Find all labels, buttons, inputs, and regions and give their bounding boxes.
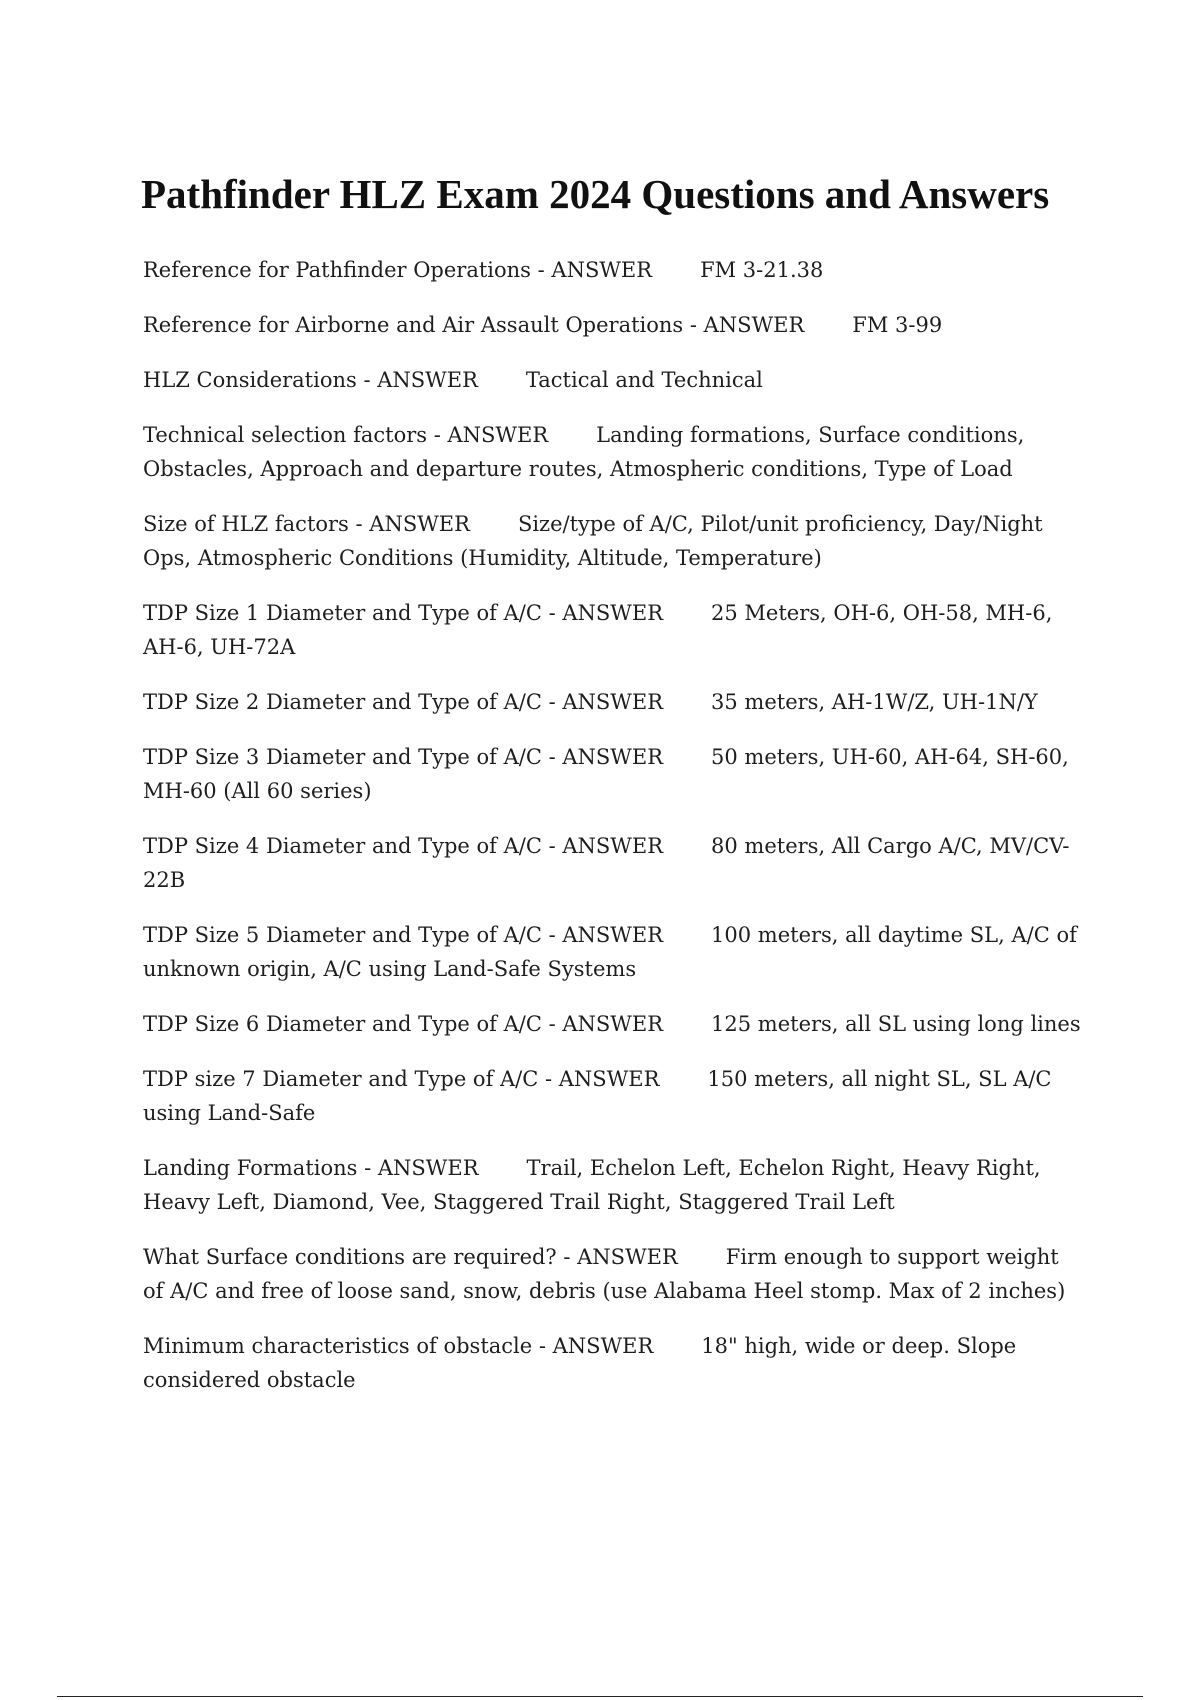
question-text: What Surface conditions are required? - ANSWER <box>143 1245 678 1269</box>
footer-divider <box>57 1696 1143 1697</box>
document-title: Pathfinder HLZ Exam 2024 Questions and Answers <box>141 171 1050 217</box>
qa-list <box>143 253 1083 1418</box>
question-text: TDP size 7 Diameter and Type of A/C - ANSWER <box>143 1067 660 1091</box>
qa-item <box>143 1151 1083 1219</box>
answer-text: Trail, Echelon Left, Echelon Right, Heavy Right, Heavy Left, Diamond, Vee, Staggered Trail Right, Staggered Trail Left <box>143 1156 1041 1214</box>
answer-text: Landing formations, Surface conditions, Obstacles, Approach and departure routes, Atmospheric conditions, Type of Load <box>143 423 1025 481</box>
answer-text: FM 3-99 <box>852 313 943 337</box>
question-text: Reference for Pathfinder Operations - ANSWER <box>143 258 653 282</box>
qa-item <box>143 829 1083 897</box>
question-text: TDP Size 1 Diameter and Type of A/C - ANSWER <box>143 601 664 625</box>
answer-text: Tactical and Technical <box>525 368 763 392</box>
question-text: TDP Size 2 Diameter and Type of A/C - ANSWER <box>143 690 664 714</box>
qa-item <box>143 1240 1083 1308</box>
qa-item <box>143 1329 1083 1397</box>
question-text: HLZ Considerations - ANSWER <box>143 368 478 392</box>
qa-item <box>143 596 1083 664</box>
question-text: TDP Size 4 Diameter and Type of A/C - ANSWER <box>143 834 664 858</box>
answer-text: 150 meters, all night SL, SL A/C using Land-Safe <box>143 1067 1052 1125</box>
question-text: Minimum characteristics of obstacle - ANSWER <box>143 1334 654 1358</box>
question-text: Reference for Airborne and Air Assault Operations - ANSWER <box>143 313 805 337</box>
question-text: TDP Size 5 Diameter and Type of A/C - ANSWER <box>143 923 664 947</box>
qa-item <box>143 918 1083 986</box>
qa-item <box>143 1062 1083 1130</box>
qa-item <box>143 253 1083 287</box>
answer-text: 100 meters, all daytime SL, A/C of unknown origin, A/C using Land-Safe Systems <box>143 923 1077 981</box>
answer-text: 35 meters, AH-1W/Z, UH-1N/Y <box>711 690 1038 714</box>
answer-text: 50 meters, UH-60, AH-64, SH-60, MH-60 (All 60 series) <box>143 745 1069 803</box>
qa-item <box>143 418 1083 486</box>
answer-text: 80 meters, All Cargo A/C, MV/CV-22B <box>143 834 1070 892</box>
question-text: TDP Size 3 Diameter and Type of A/C - ANSWER <box>143 745 664 769</box>
answer-text: FM 3-21.38 <box>700 258 824 282</box>
qa-item <box>143 308 1083 342</box>
answer-text: Size/type of A/C, Pilot/unit proficiency, Day/Night Ops, Atmospheric Conditions (Humidity, Altitude, Temperature) <box>143 512 1043 570</box>
question-text: Technical selection factors - ANSWER <box>143 423 549 447</box>
question-text: Landing Formations - ANSWER <box>143 1156 479 1180</box>
answer-text: 18" high, wide or deep. Slope considered obstacle <box>143 1334 1017 1392</box>
question-text: TDP Size 6 Diameter and Type of A/C - ANSWER <box>143 1012 664 1036</box>
qa-item <box>143 507 1083 575</box>
answer-text: 125 meters, all SL using long lines <box>711 1012 1081 1036</box>
qa-item <box>143 1007 1083 1041</box>
qa-item <box>143 740 1083 808</box>
answer-text: 25 Meters, OH-6, OH-58, MH-6, AH-6, UH-72A <box>143 601 1053 659</box>
answer-text: Firm enough to support weight of A/C and free of loose sand, snow, debris (use Alabama Heel stomp. Max of 2 inches) <box>143 1245 1066 1303</box>
qa-item <box>143 363 1083 397</box>
qa-item <box>143 685 1083 719</box>
question-text: Size of HLZ factors - ANSWER <box>143 512 470 536</box>
